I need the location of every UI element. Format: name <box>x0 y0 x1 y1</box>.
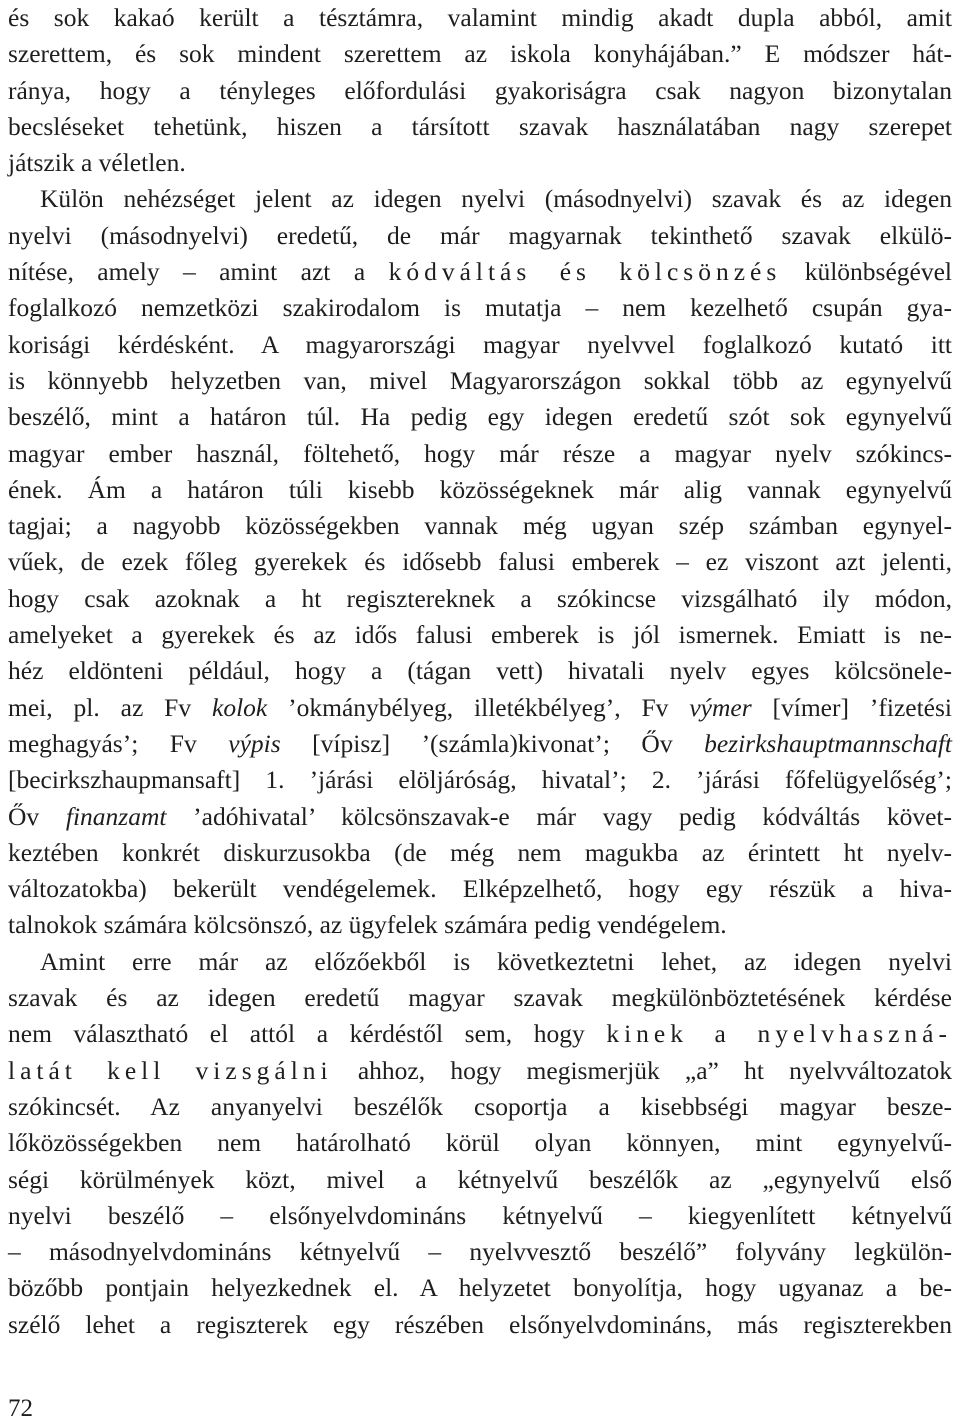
text-line <box>8 871 952 907</box>
text-line <box>8 1234 952 1270</box>
text-segment: ségi körülmények közt, mivel a kétnyelvű beszélők az „egynyelvű első <box>8 1164 952 1194</box>
text-line <box>8 508 952 544</box>
text-line <box>8 0 952 36</box>
text-segment: Amint erre már az előzőekből is következtetni lehet, az idegen nyelvi <box>40 946 952 976</box>
text-segment: ’okmánybélyeg, illetékbélyeg’, Fv <box>267 692 690 722</box>
text-segment: beszélő, mint a határon túl. Ha pedig egy idegen eredetű szót sok egynyelvű <box>8 402 952 432</box>
italic-term: výmer <box>689 692 752 722</box>
text-segment: becsléseket tehetünk, hiszen a társított szavak használatában nagy szerepet <box>8 111 952 141</box>
text-line <box>8 181 952 217</box>
text-line <box>8 399 952 435</box>
text-segment: szavak és az idegen eredetű magyar szavak megkülönböztetésének kérdése <box>8 983 952 1013</box>
spaced-emphasis: latát kell vizsgálni <box>8 1055 333 1085</box>
italic-term: výpis <box>228 728 281 758</box>
text-segment: keztében konkrét diskurzusokba (de még nem magukba az érintett ht nyelv- <box>8 837 952 867</box>
text-segment: szélő lehet a regiszterek egy részében elsőnyelvdomináns, más regiszterekben <box>8 1309 952 1339</box>
text-segment: különbségével <box>781 257 952 287</box>
text-segment: nítése, amely – amint azt a <box>8 257 389 287</box>
italic-term: finanzamt <box>65 801 167 831</box>
text-line <box>8 944 952 980</box>
text-segment: tagjai; a nagyobb közösségekben vannak még ugyan szép számban egynyel- <box>8 511 952 541</box>
text-segment: meghagyás’; Fv <box>8 728 229 758</box>
text-segment: és sok kakaó került a tésztámra, valamint mindig akadt dupla abból, amit <box>8 3 952 32</box>
text-segment: lőközösségekben nem határolható körül olyan könnyen, mint egynyelvű- <box>8 1128 952 1158</box>
text-line <box>8 690 952 726</box>
text-segment: szerettem, és sok mindent szerettem az iskola konyhájában.” E módszer hát- <box>8 39 952 69</box>
text-segment: nyelvi beszélő – elsőnyelvdomináns kétnyelvű – kiegyenlített kétnyelvű <box>8 1200 952 1230</box>
text-segment: is könnyebb helyzetben van, mivel Magyarországon sokkal több az egynyelvű <box>8 365 952 395</box>
text-segment: bözőbb pontjain helyezkednek el. A helyzetet bonyolítja, hogy ugyanaz a be- <box>8 1273 952 1303</box>
text-line <box>8 653 952 689</box>
text-line <box>8 1125 952 1161</box>
text-line <box>8 1307 952 1343</box>
text-segment: [vímer] ’fizetési <box>751 692 953 722</box>
text-segment: – másodnyelvdomináns kétnyelvű – nyelvvesztő beszélő” folyvány legkülön- <box>8 1237 952 1267</box>
text-line <box>8 980 952 1016</box>
text-line <box>8 436 952 472</box>
spaced-emphasis: kódváltás és kölcsönzés <box>388 257 782 287</box>
text-line <box>8 363 952 399</box>
text-segment: ének. Ám a határon túli kisebb közösségeknek már alig vannak egynyelvű <box>8 474 952 504</box>
text-segment: nyelvi (másodnyelvi) eredetű, de már magyarnak tekinthető szavak elkülö- <box>8 220 952 250</box>
text-line <box>8 1270 952 1306</box>
text-line <box>8 617 952 653</box>
text-segment: magyar ember használ, föltehető, hogy már része a magyar nyelv szókincs- <box>8 438 952 468</box>
text-line <box>8 544 952 580</box>
text-segment: ahhoz, hogy megismerjük „a” ht nyelvváltozatok <box>332 1055 952 1085</box>
text-line <box>8 1016 952 1052</box>
text-line <box>8 36 952 72</box>
text-segment: ’adóhivatal’ kölcsönszavak-e már vagy pedig kódváltás követ- <box>166 801 952 831</box>
text-line <box>8 1089 952 1125</box>
text-line <box>8 145 952 181</box>
italic-term: kolok <box>212 692 268 722</box>
text-segment: mei, pl. az Fv <box>8 692 212 722</box>
text-line <box>8 762 952 798</box>
text-segment: foglalkozó nemzetközi szakirodalom is mutatja – nem kezelhető csupán gya- <box>8 293 952 323</box>
text-line <box>8 254 952 290</box>
text-line <box>8 290 952 326</box>
text-line <box>8 1053 952 1089</box>
text-segment: [becirkszhaupmansaft] 1. ’járási elöljáróság, hivatal’; 2. ’járási főfelügyelőség’; <box>8 765 952 795</box>
text-segment: [vípisz] ’(számla)kivonat’; Őv <box>280 728 705 758</box>
text-segment: nem választható el attól a kérdéstől sem, hogy <box>8 1019 607 1049</box>
page-number: 72 <box>8 1395 33 1422</box>
text-segment: korisági kérdésként. A magyarországi magyar nyelvvel foglalkozó kutató itt <box>8 329 952 359</box>
text-line <box>8 581 952 617</box>
text-line <box>8 327 952 363</box>
text-line <box>8 1198 952 1234</box>
text-segment: talnokok számára kölcsönszó, az ügyfelek számára pedig vendégelem. <box>8 910 727 940</box>
text-line <box>8 218 952 254</box>
text-line <box>8 73 952 109</box>
text-line <box>8 726 952 762</box>
text-segment: játszik a véletlen. <box>8 148 186 178</box>
text-segment: amelyeket a gyerekek és az idős falusi emberek is jól ismernek. Emiatt is ne- <box>8 620 952 650</box>
text-line <box>8 835 952 871</box>
text-segment: héz eldönteni például, hogy a (tágan vett) hivatali nyelv egyes kölcsönele- <box>8 656 952 686</box>
text-segment: vűek, de ezek főleg gyerekek és idősebb falusi emberek – ez viszont azt jelenti, <box>8 547 952 577</box>
text-line <box>8 472 952 508</box>
text-line <box>8 907 952 943</box>
text-line <box>8 1162 952 1198</box>
text-line <box>8 799 952 835</box>
body-text <box>8 0 952 1343</box>
text-segment: változatokba) bekerült vendégelemek. Elképzelhető, hogy egy részük a hiva- <box>8 874 952 904</box>
text-segment: hogy csak azoknak a ht regisztereknek a szókincse vizsgálható ily módon, <box>8 583 952 613</box>
text-segment: ránya, hogy a tényleges előfordulási gyakoriságra csak nagyon bizonytalan <box>8 75 952 105</box>
text-segment: szókincsét. Az anyanyelvi beszélők csoportja a kisebbségi magyar besze- <box>8 1091 952 1121</box>
text-line <box>8 109 952 145</box>
spaced-emphasis: kinek a nyelvhaszná- <box>606 1019 952 1049</box>
text-segment: Őv <box>8 801 66 831</box>
text-segment: Külön nehézséget jelent az idegen nyelvi (másodnyelvi) szavak és az idegen <box>40 184 952 214</box>
italic-term: bezirkshauptmannschaft <box>704 728 952 758</box>
